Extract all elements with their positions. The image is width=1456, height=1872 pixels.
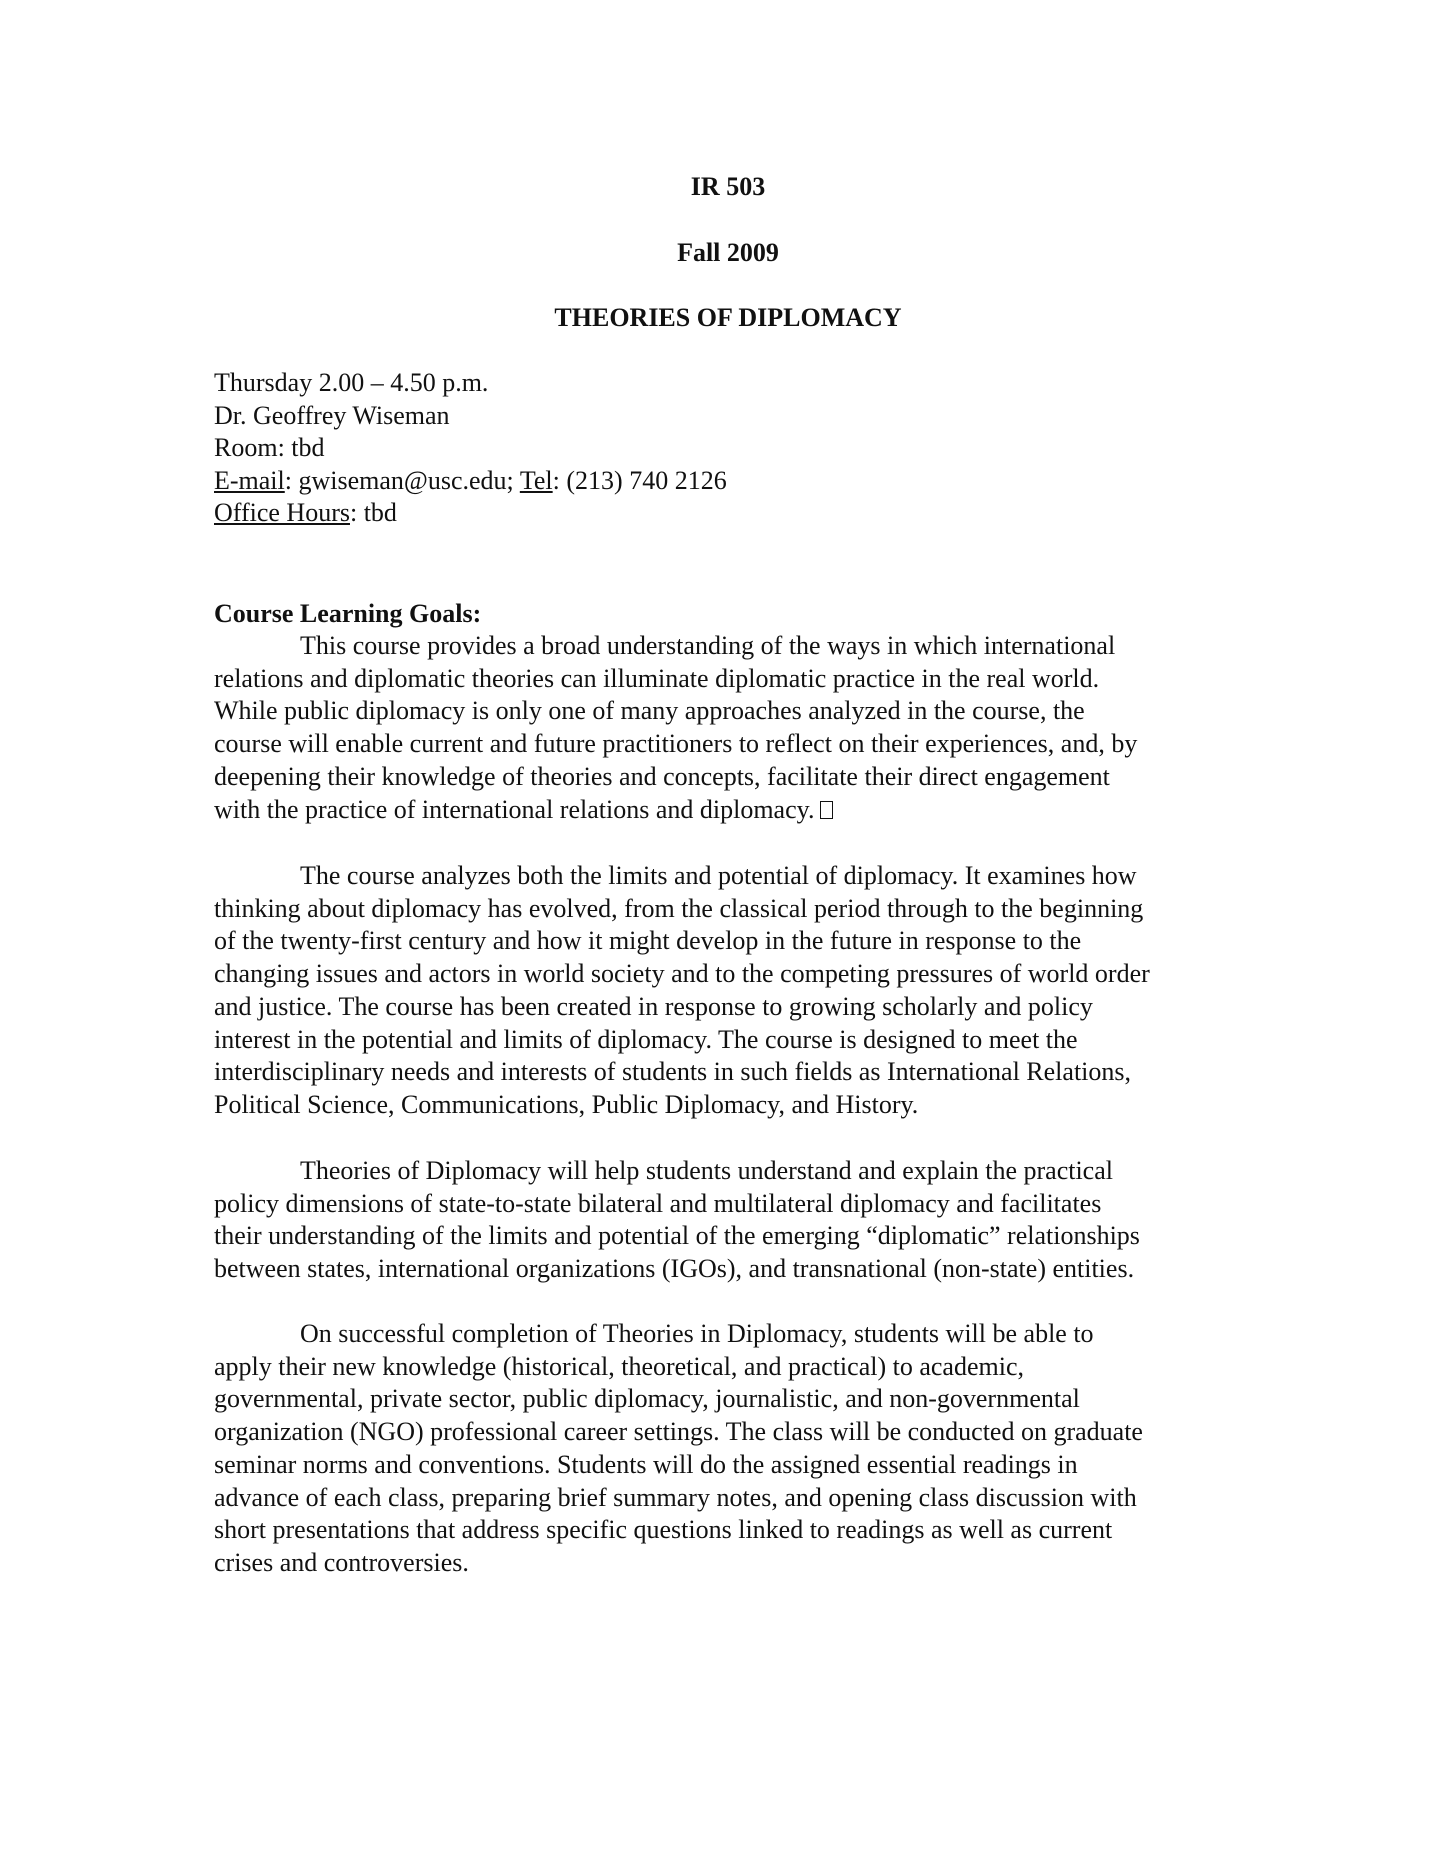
course-info-block bbox=[214, 367, 727, 530]
schedule-line: Thursday 2.00 – 4.50 p.m. bbox=[214, 368, 489, 397]
paragraph-line: organization (NGO) professional career settings. The class will be conducted on graduate bbox=[214, 1417, 1143, 1447]
paragraph-line: seminar norms and conventions. Students will do the assigned essential readings in bbox=[214, 1449, 1078, 1479]
course-term: Fall 2009 bbox=[677, 238, 779, 267]
paragraph-line: While public diplomacy is only one of many approaches analyzed in the course, the bbox=[214, 696, 1085, 726]
missing-glyph-icon bbox=[820, 801, 833, 819]
paragraph-line: apply their new knowledge (historical, theoretical, and practical) to academic, bbox=[214, 1351, 1024, 1381]
tel-value: : (213) 740 2126 bbox=[552, 465, 727, 495]
paragraph-line: Theories of Diplomacy will help students understand and explain the practical bbox=[300, 1156, 1113, 1185]
office-hours-line bbox=[214, 497, 727, 530]
goals-paragraph-1 bbox=[214, 630, 1254, 826]
goals-paragraph-2 bbox=[214, 860, 1254, 1122]
email-value: : gwiseman@usc.edu; bbox=[284, 465, 520, 495]
paragraph-line: deepening their knowledge of theories and concepts, facilitate their direct engagement bbox=[214, 761, 1110, 791]
paragraph-line: On successful completion of Theories in Diplomacy, students will be able to bbox=[300, 1319, 1094, 1348]
course-title: THEORIES OF DIPLOMACY bbox=[554, 303, 902, 332]
instructor-line: Dr. Geoffrey Wiseman bbox=[214, 400, 450, 430]
office-hours-label: Office Hours bbox=[214, 498, 350, 527]
paragraph-line: of the twenty-first century and how it might develop in the future in response to the bbox=[214, 926, 1082, 956]
office-hours-value: : tbd bbox=[349, 498, 397, 527]
paragraph-line: advance of each class, preparing brief summary notes, and opening class discussion with bbox=[214, 1482, 1137, 1512]
paragraph-line: interdisciplinary needs and interests of students in such fields as International Relations, bbox=[214, 1057, 1132, 1087]
goals-paragraph-4 bbox=[214, 1318, 1254, 1580]
email-label: E-mail bbox=[214, 465, 285, 495]
learning-goals-heading: Course Learning Goals: bbox=[214, 599, 482, 628]
paragraph-line: thinking about diplomacy has evolved, from the classical period through to the beginning bbox=[214, 893, 1144, 923]
room-line: Room: tbd bbox=[214, 433, 325, 462]
paragraph-line: Political Science, Communications, Public Diplomacy, and History. bbox=[214, 1089, 919, 1119]
paragraph-line-text: with the practice of international relations and diplomacy. bbox=[214, 794, 815, 824]
contact-line bbox=[214, 465, 727, 498]
paragraph-line: relations and diplomatic theories can illuminate diplomatic practice in the real world. bbox=[214, 663, 1100, 693]
paragraph-line: interest in the potential and limits of diplomacy. The course is designed to meet the bbox=[214, 1024, 1078, 1054]
paragraph-line: their understanding of the limits and potential of the emerging “diplomatic” relationships bbox=[214, 1221, 1140, 1251]
paragraph-line: policy dimensions of state-to-state bilateral and multilateral diplomacy and facilitates bbox=[214, 1188, 1102, 1218]
paragraph-line: governmental, private sector, public diplomacy, journalistic, and non-governmental bbox=[214, 1384, 1080, 1414]
goals-paragraph-3 bbox=[214, 1155, 1254, 1286]
paragraph-line: short presentations that address specific questions linked to readings as well as current bbox=[214, 1515, 1113, 1545]
paragraph-last-line bbox=[214, 794, 1254, 827]
course-code: IR 503 bbox=[690, 172, 766, 201]
paragraph-line: crises and controversies. bbox=[214, 1547, 469, 1577]
paragraph-line: The course analyzes both the limits and potential of diplomacy. It examines how bbox=[300, 861, 1137, 890]
paragraph-line: This course provides a broad understanding of the ways in which international bbox=[300, 631, 1116, 660]
paragraph-line: changing issues and actors in world society and to the competing pressures of world order bbox=[214, 959, 1150, 989]
paragraph-line: between states, international organizations (IGOs), and transnational (non-state) entities. bbox=[214, 1254, 1135, 1284]
paragraph-line: course will enable current and future practitioners to reflect on their experiences, and, by bbox=[214, 729, 1138, 759]
paragraph-line: and justice. The course has been created in response to growing scholarly and policy bbox=[214, 991, 1093, 1021]
tel-label: Tel bbox=[519, 465, 553, 495]
